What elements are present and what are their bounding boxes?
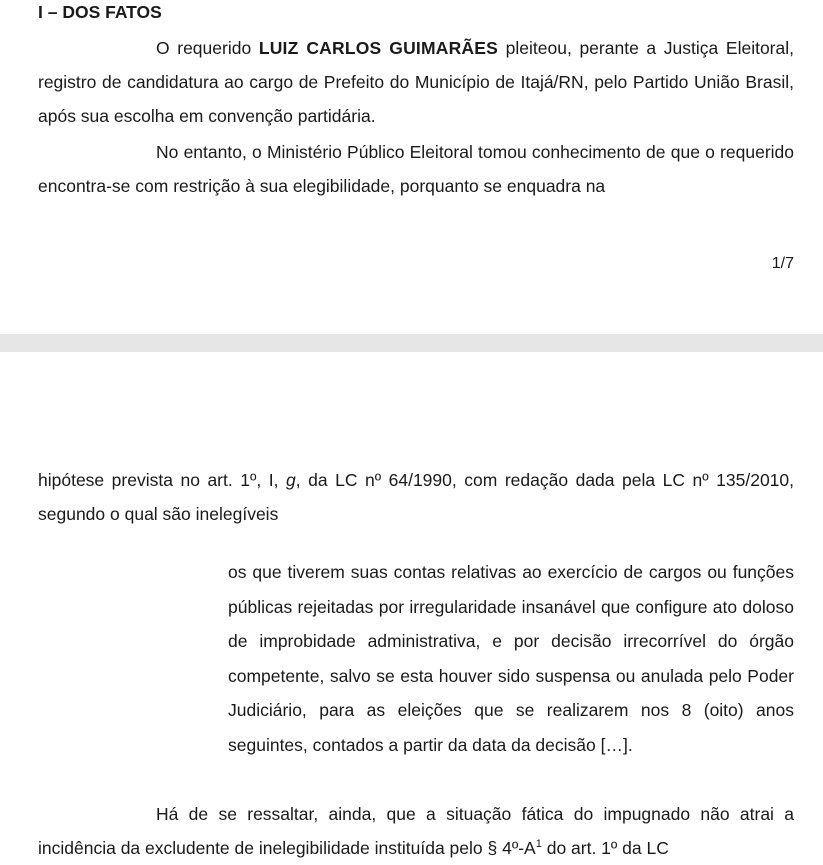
paragraph-hypothesis	[38, 463, 794, 531]
paragraph-text: pleiteou, perante a Justiça Eleitoral, registro de candidatura ao cargo de Prefeito do Município de Itajá/RN, pelo Partido União Brasil, após sua escolha em convenção partidária.	[38, 38, 794, 126]
page-number: 1/7	[771, 255, 794, 272]
paragraph-text: Há de se ressaltar, ainda, que a situação fática do impugnado não atrai a incidência da excludente de inelegibilidade instituída pelo § 4º-A	[38, 804, 794, 858]
italic-letter: g	[286, 470, 296, 490]
paragraph-excludente	[38, 797, 794, 865]
paragraph-text: , da LC nº 64/1990, com redação dada pela LC nº 135/2010, segundo o qual são inelegíveis	[38, 470, 795, 524]
defendant-name: LUIZ CARLOS GUIMARÃES	[258, 38, 499, 58]
legal-quote: os que tiverem suas contas relativas ao exercício de cargos ou funções públicas rejeitadas por irregularidade insanável que configure ato doloso de improbidade administrativa, e por decisão irrecorrível do órgão competente, salvo se esta houver sido suspensa ou anulada pelo Poder Judiciário, para as eleições que se realizarem nos 8 (oito) anos seguintes, contados a partir da data da decisão […].	[228, 562, 794, 755]
paragraph-request	[38, 31, 794, 133]
paragraph-text: hipótese prevista no art. 1º, I,	[38, 470, 286, 490]
paragraph-text: O requerido	[156, 38, 259, 58]
footnote-ref[interactable]: 1	[535, 838, 542, 851]
document-page-1	[0, 0, 823, 334]
document-page-2	[0, 352, 823, 865]
paragraph-restriction: No entanto, o Ministério Público Eleitoral tomou conhecimento de que o requerido encontra-se com restrição à sua elegibilidade, porquanto se enquadra na	[38, 142, 794, 196]
paragraph-text: do art. 1º da LC	[541, 838, 669, 858]
section-heading: I – DOS FATOS	[38, 2, 162, 22]
page-separator	[0, 334, 823, 352]
